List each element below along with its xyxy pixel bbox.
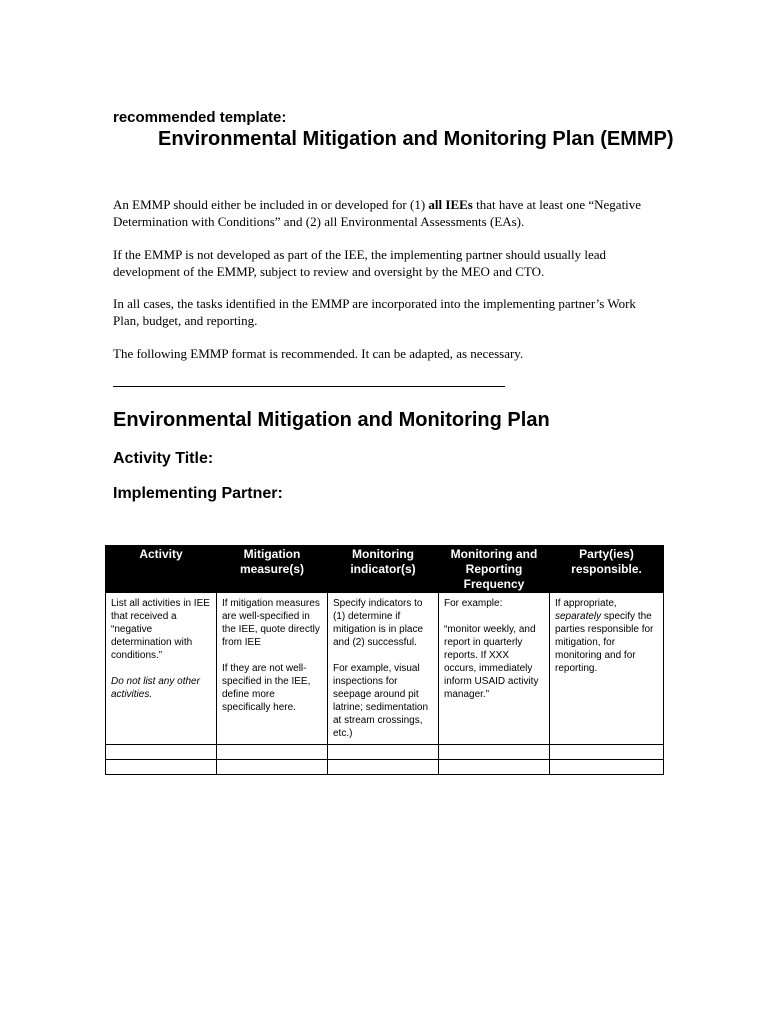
header-indicator: Monitoring indicator(s) (328, 546, 439, 593)
mitigation-text-1: If mitigation measures are well-specified in the IEE, quote directly from IEE (222, 598, 320, 648)
activity-note: Do not list any other activities. (111, 676, 200, 700)
header-mitigation: Mitigation measure(s) (217, 546, 328, 593)
intro-paragraph-3: In all cases, the tasks identified in the EMMP are incorporated into the implementing partner’s Work Plan, budget, and reporting. (113, 296, 636, 328)
cell-activity[interactable] (106, 593, 217, 745)
document-title: Environmental Mitigation and Monitoring Plan (EMMP) (158, 128, 674, 150)
emmp-table (105, 545, 664, 775)
activity-instructions: List all activities in IEE that received a “negative determination with conditions.” (111, 598, 210, 661)
intro-p1-end: that have at least one “Negative Determination with Conditions” and (2) all Environmental Assessments (EAs). (113, 197, 642, 229)
empty-cell[interactable] (550, 760, 664, 775)
empty-cell[interactable] (328, 745, 439, 760)
empty-cell[interactable] (550, 745, 664, 760)
empty-cell[interactable] (106, 760, 217, 775)
intro-p1-bold: all IEEs (428, 197, 473, 212)
party-text (555, 597, 658, 675)
header-party: Party(ies) responsible. (550, 546, 664, 593)
intro-paragraph-2: If the EMMP is not developed as part of the IEE, the implementing partner should usually lead development of the EMMP, subject to review and oversight by the MEO and CTO. (113, 247, 607, 279)
cell-mitigation[interactable] (217, 593, 328, 745)
header-activity: Activity (106, 546, 217, 593)
header-frequency: Monitoring and Reporting Frequency (439, 546, 550, 593)
table-header-row (106, 546, 664, 593)
template-label: recommended template: (113, 109, 287, 126)
cell-party[interactable] (550, 593, 664, 745)
empty-cell[interactable] (217, 745, 328, 760)
party-text-start: If appropriate, (555, 598, 617, 609)
empty-cell[interactable] (439, 760, 550, 775)
party-text-end: specify the parties responsible for mitigation, for monitoring and for reporting. (555, 611, 654, 674)
empty-cell[interactable] (217, 760, 328, 775)
implementing-partner-label: Implementing Partner: (113, 485, 283, 502)
empty-cell[interactable] (439, 745, 550, 760)
empty-cell[interactable] (328, 760, 439, 775)
frequency-text-1: For example: (444, 598, 503, 609)
plan-title: Environmental Mitigation and Monitoring Plan (113, 409, 550, 431)
intro-p1-start: An EMMP should either be included in or developed for (1) (113, 197, 429, 212)
intro-paragraph-1 (113, 196, 653, 230)
indicator-text-2: For example, visual inspections for seepage around pit latrine; sedimentation at stream crossings, etc.) (333, 663, 429, 739)
frequency-text-2: “monitor weekly, and report in quarterly reports. If XXX occurs, immediately inform USAID activity manager.” (444, 624, 539, 700)
indicator-text-1: Specify indicators to (1) determine if mitigation is in place and (2) successful. (333, 598, 424, 648)
table-row (106, 593, 664, 745)
mitigation-text-2: If they are not well-specified in the IEE, define more specifically here. (222, 663, 311, 713)
party-text-italic: separately (555, 611, 602, 622)
cell-frequency[interactable] (439, 593, 550, 745)
table-row (106, 760, 664, 775)
table-row (106, 745, 664, 760)
separator-line (113, 386, 505, 387)
intro-paragraph-4: The following EMMP format is recommended. It can be adapted, as necessary. (113, 346, 524, 361)
cell-indicator[interactable] (328, 593, 439, 745)
empty-cell[interactable] (106, 745, 217, 760)
activity-title-label: Activity Title: (113, 450, 214, 467)
